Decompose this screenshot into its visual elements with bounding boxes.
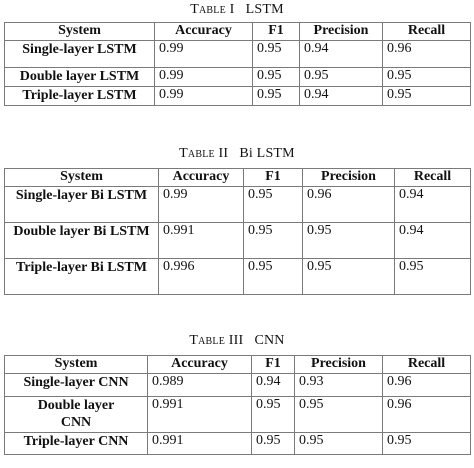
header-recall: Recall xyxy=(383,23,471,41)
row-system: Double layer LSTM xyxy=(5,68,155,87)
cell-recall: 0.95 xyxy=(383,87,471,106)
cell-f1: 0.95 xyxy=(252,433,295,455)
row-system: Triple-layer LSTM xyxy=(5,87,155,106)
cell-recall: 0.95 xyxy=(395,259,471,295)
cell-f1: 0.94 xyxy=(252,374,295,397)
cell-accuracy: 0.991 xyxy=(159,223,244,259)
cell-recall: 0.96 xyxy=(383,397,471,433)
table-row xyxy=(5,223,471,259)
table-1 xyxy=(4,22,471,106)
row-system: Triple-layer Bi LSTM xyxy=(5,259,159,295)
cell-precision: 0.94 xyxy=(300,41,383,68)
cell-recall: 0.95 xyxy=(383,68,471,87)
cell-precision: 0.95 xyxy=(303,259,395,295)
cell-precision: 0.93 xyxy=(295,374,383,397)
row-system: Triple-layer CNN xyxy=(5,433,148,455)
cell-precision: 0.95 xyxy=(303,223,395,259)
cell-accuracy: 0.991 xyxy=(148,397,252,433)
table-row xyxy=(5,41,471,68)
row-system: Single-layer Bi LSTM xyxy=(5,187,159,223)
cell-recall: 0.96 xyxy=(383,41,471,68)
table-2-label: Table II xyxy=(179,146,229,161)
table-2-caption xyxy=(0,146,474,162)
header-recall: Recall xyxy=(383,356,471,374)
cell-recall: 0.94 xyxy=(395,187,471,223)
header-accuracy: Accuracy xyxy=(155,23,253,41)
header-f1: F1 xyxy=(244,169,303,187)
cell-precision: 0.95 xyxy=(300,68,383,87)
table-3-header-row xyxy=(5,356,471,374)
cell-accuracy: 0.996 xyxy=(159,259,244,295)
cell-accuracy: 0.991 xyxy=(148,433,252,455)
row-system: Single-layer LSTM xyxy=(5,41,155,68)
cell-recall: 0.96 xyxy=(383,374,471,397)
table-3 xyxy=(4,355,471,455)
header-system: System xyxy=(5,23,155,41)
row-system: Double layer Bi LSTM xyxy=(5,223,159,259)
table-row xyxy=(5,397,471,433)
table-row xyxy=(5,433,471,455)
cell-f1: 0.95 xyxy=(252,397,295,433)
table-row xyxy=(5,374,471,397)
cell-f1: 0.95 xyxy=(244,259,303,295)
header-system: System xyxy=(5,169,159,187)
cell-f1: 0.95 xyxy=(244,187,303,223)
header-precision: Precision xyxy=(303,169,395,187)
row-system: Double layer CNN xyxy=(5,397,148,433)
cell-f1: 0.95 xyxy=(244,223,303,259)
table-3-title: CNN xyxy=(254,333,285,348)
cell-precision: 0.96 xyxy=(303,187,395,223)
table-2 xyxy=(4,168,471,295)
header-accuracy: Accuracy xyxy=(148,356,252,374)
cell-recall: 0.95 xyxy=(383,433,471,455)
cell-f1: 0.95 xyxy=(253,41,300,68)
table-row xyxy=(5,68,471,87)
cell-accuracy: 0.99 xyxy=(159,187,244,223)
table-row xyxy=(5,187,471,223)
header-precision: Precision xyxy=(295,356,383,374)
row-system: Single-layer CNN xyxy=(5,374,148,397)
table-1-title: LSTM xyxy=(245,2,284,17)
cell-accuracy: 0.989 xyxy=(148,374,252,397)
cell-recall: 0.94 xyxy=(395,223,471,259)
cell-accuracy: 0.99 xyxy=(155,87,253,106)
header-system: System xyxy=(5,356,148,374)
cell-accuracy: 0.99 xyxy=(155,68,253,87)
table-2-header-row xyxy=(5,169,471,187)
header-accuracy: Accuracy xyxy=(159,169,244,187)
cell-precision: 0.95 xyxy=(295,433,383,455)
table-3-caption xyxy=(0,333,474,349)
header-f1: F1 xyxy=(252,356,295,374)
table-1-header-row xyxy=(5,23,471,41)
cell-precision: 0.94 xyxy=(300,87,383,106)
cell-precision: 0.95 xyxy=(295,397,383,433)
table-row xyxy=(5,87,471,106)
table-2-title: Bi LSTM xyxy=(239,146,295,161)
cell-accuracy: 0.99 xyxy=(155,41,253,68)
header-recall: Recall xyxy=(395,169,471,187)
table-1-caption xyxy=(0,2,474,18)
table-3-label: Table III xyxy=(189,333,244,348)
cell-f1: 0.95 xyxy=(253,87,300,106)
header-precision: Precision xyxy=(300,23,383,41)
table-1-label: Table I xyxy=(190,2,235,17)
cell-f1: 0.95 xyxy=(253,68,300,87)
table-row xyxy=(5,259,471,295)
header-f1: F1 xyxy=(253,23,300,41)
